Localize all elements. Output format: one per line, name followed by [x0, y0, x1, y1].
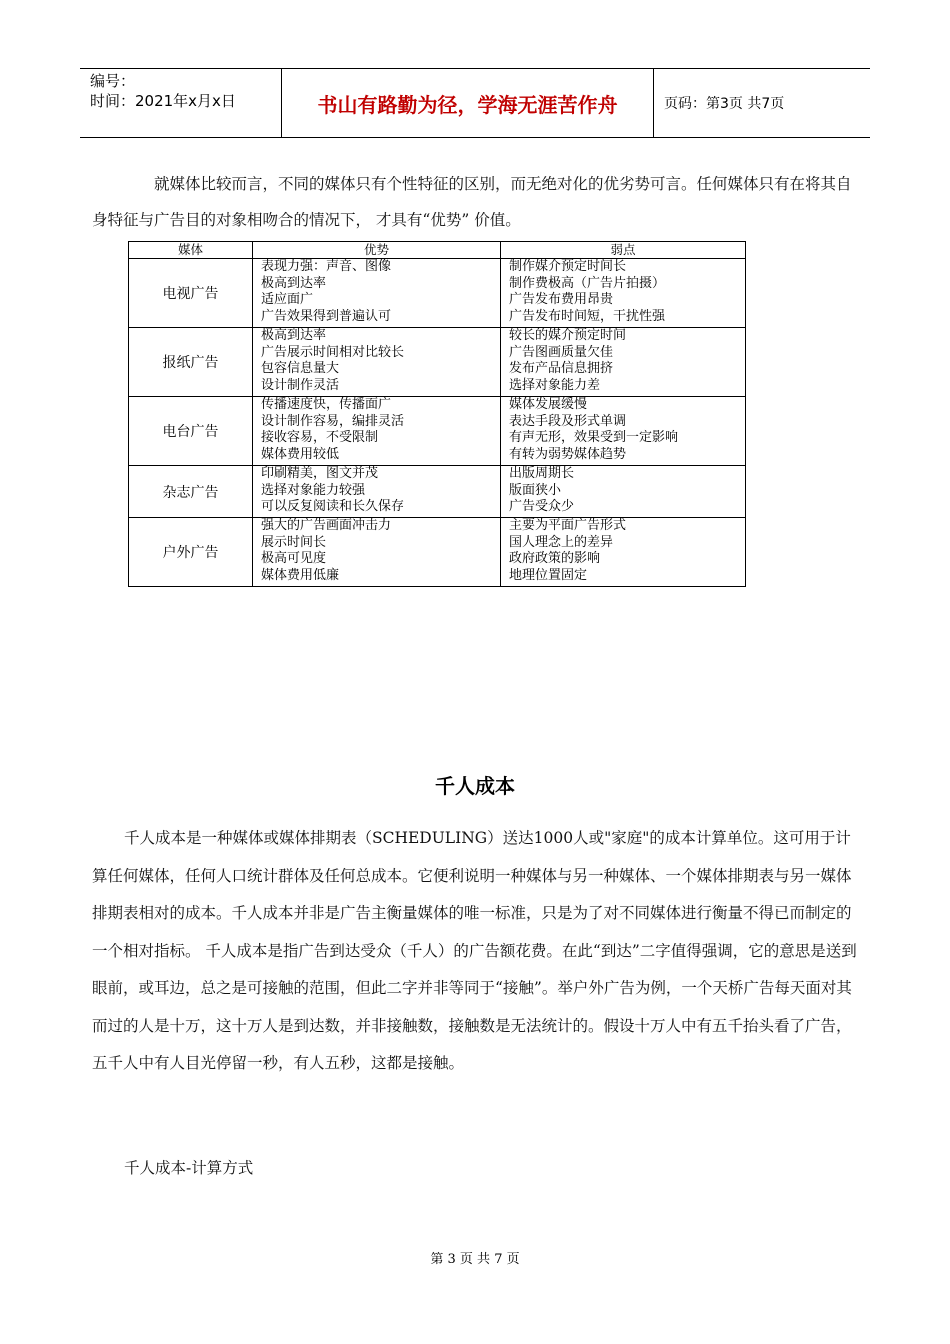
weakness-item: 广告发布费用昂贵	[509, 292, 614, 307]
table-row	[129, 397, 746, 466]
media-name: 杂志广告	[129, 466, 253, 518]
weakness-item: 广告受众少	[509, 499, 575, 514]
page-footer: 第 3 页 共 7 页	[430, 1252, 520, 1267]
weakness-item: 媒体发展缓慢	[509, 397, 588, 412]
media-name: 户外广告	[129, 518, 253, 587]
weakness-item: 主要为平面广告形式	[509, 518, 627, 533]
weakness-item: 出版周期长	[509, 466, 575, 481]
header-strengths: 优势	[253, 242, 501, 259]
strength-item: 媒体费用低廉	[261, 567, 340, 583]
strengths-cell	[253, 328, 501, 397]
strength-item: 适应面广	[261, 292, 314, 307]
weakness-item: 地理位置固定	[509, 567, 588, 583]
strengths-cell	[253, 518, 501, 587]
weakness-item: 表达手段及形式单调	[509, 413, 627, 429]
strength-item: 可以反复阅读和长久保存	[261, 499, 405, 514]
date-label: 时间：2021年x月x日	[90, 92, 236, 110]
strength-item: 设计制作容易，编排灵活	[261, 413, 405, 429]
strength-item: 极高到达率	[261, 328, 327, 343]
weakness-item: 广告发布时间短，干扰性强	[509, 308, 666, 324]
strength-item: 接收容易，不受限制	[261, 430, 379, 445]
strength-item: 包容信息量大	[261, 361, 340, 376]
weaknesses-cell	[501, 259, 746, 328]
weaknesses-cell	[501, 518, 746, 587]
weakness-item: 版面狭小	[509, 482, 562, 498]
weakness-item: 国人理念上的差异	[509, 534, 614, 550]
weakness-item: 广告图画质量欠佳	[509, 344, 614, 360]
page-header	[80, 68, 870, 138]
strength-item: 展示时间长	[261, 534, 327, 550]
strength-item: 选择对象能力较强	[261, 482, 366, 498]
strength-item: 极高到达率	[261, 275, 327, 291]
weakness-item: 发布产品信息拥挤	[509, 361, 614, 376]
weakness-item: 选择对象能力差	[509, 377, 601, 393]
strengths-cell	[253, 466, 501, 518]
weakness-item: 政府政策的影响	[509, 551, 601, 566]
media-comparison-table	[128, 241, 746, 587]
strength-item: 广告展示时间相对比较长	[261, 344, 405, 360]
header-media: 媒体	[129, 242, 253, 259]
media-name: 报纸广告	[129, 328, 253, 397]
section-title: 千人成本	[435, 774, 515, 798]
weaknesses-cell	[501, 466, 746, 518]
table-row	[129, 518, 746, 587]
media-name: 电视广告	[129, 259, 253, 328]
strength-item: 强大的广告画面冲击力	[261, 518, 392, 533]
weakness-item: 有声无形，效果受到一定影响	[509, 430, 679, 445]
strength-item: 表现力强：声音、图像	[261, 259, 392, 274]
subheading: 千人成本-计算方式	[124, 1159, 254, 1177]
serial-label: 编号：	[90, 72, 136, 90]
strength-item: 传播速度快，传播面广	[261, 397, 392, 412]
body-paragraph: 千人成本是一种媒体或媒体排期表（SCHEDULING）送达1000人或"家庭"的成本计算单位。这可用于计算任何媒体，任何人口统计群体及任何总成本。它便利说明一种媒体与另一种媒体、一个媒体排期表与另一媒体排期表相对的成本。千人成本并非是广告主衡量媒体的唯一标准，只是为了对不同媒体进行衡量不得已而制定的一个相对指标。 千人成本是指广告到达受众（千人）的广告额花费。在此“到达”二字值得强调，它的意思是送到眼前，或耳边，总之是可接触的范围，但此二字并非等同于“接触”。举户外广告为例，一个天桥广告每天面对其而过的人是十万，这十万人是到达数，并非接触数，接触数是无法统计的。假设十万人中有五千抬头看了广告，五千人中有人目光停留一秒，有人五秒，这都是接触。	[92, 829, 857, 1072]
header-motto: 书山有路勤为径，学海无涯苦作舟	[282, 69, 654, 137]
table-row	[129, 328, 746, 397]
weakness-item: 较长的媒介预定时间	[509, 328, 627, 343]
weakness-item: 有转为弱势媒体趋势	[509, 446, 627, 462]
weakness-item: 制作媒介预定时间长	[509, 259, 627, 274]
media-name: 电台广告	[129, 397, 253, 466]
weakness-item: 制作费极高（广告片拍摄）	[509, 275, 666, 291]
strengths-cell	[253, 259, 501, 328]
strength-item: 设计制作灵活	[261, 377, 340, 393]
table-row	[129, 466, 746, 518]
weaknesses-cell	[501, 397, 746, 466]
header-weaknesses: 弱点	[501, 242, 746, 259]
table-header-row	[129, 242, 746, 259]
strength-item: 极高可见度	[261, 551, 327, 566]
header-meta	[80, 69, 282, 137]
weaknesses-cell	[501, 328, 746, 397]
table-row	[129, 259, 746, 328]
header-page-label: 页码：第3页 共7页	[664, 96, 785, 112]
strength-item: 媒体费用较低	[261, 446, 340, 462]
strengths-cell	[253, 397, 501, 466]
strength-item: 广告效果得到普遍认可	[261, 308, 392, 324]
strength-item: 印刷精美，图文并茂	[261, 466, 379, 481]
intro-paragraph: 就媒体比较而言，不同的媒体只有个性特征的区别，而无绝对化的优劣势可言。任何媒体只有在将其自身特征与广告目的对象相吻合的情况下， 才具有“优势” 价值。	[92, 175, 852, 229]
